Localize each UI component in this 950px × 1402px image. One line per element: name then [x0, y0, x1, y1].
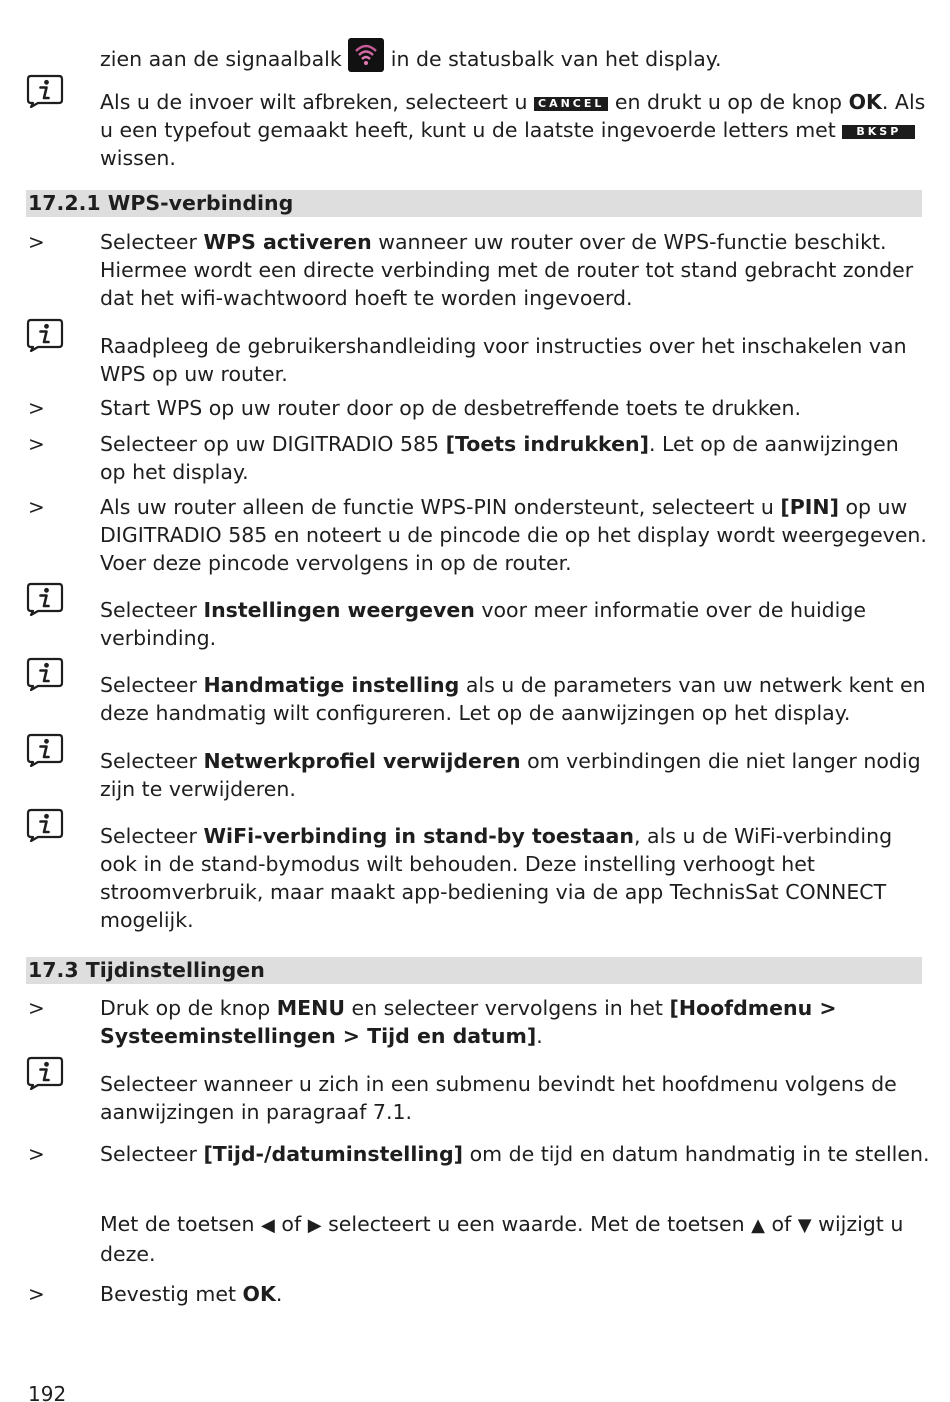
down-arrow-icon: ▼ [797, 1215, 812, 1236]
step-time-date-setting: Selecteer [Tijd-/datuminstelling] om de tijd en datum handmatig in te stellen. [100, 1142, 930, 1166]
step-wps-pin: Als uw router alleen de functie WPS-PIN ondersteunt, selecteert u [PIN] op uw DIGITRADIO 585 en noteert u de pincode die op het display wordt weergegeven. Voer deze pincode vervolgens in op de router. [100, 495, 927, 575]
step-confirm: Bevestig met OK. [100, 1282, 283, 1306]
info-note-icon [26, 657, 64, 691]
info-note-icon [26, 582, 64, 616]
step-marker: > [28, 1142, 45, 1166]
note-manual-setting: Selecteer Handmatige instelling als u de parameters van uw netwerk kent en deze handmatig wilt configureren. Let op de aanwijzingen op het display. [100, 673, 926, 725]
info-note-icon [26, 74, 64, 108]
step-marker: > [28, 432, 45, 456]
step-marker: > [28, 495, 45, 519]
note-show-settings: Selecteer Instellingen weergeven voor meer informatie over de huidige verbinding. [100, 598, 866, 650]
note-cancel: Als u de invoer wilt afbreken, selecteert u CANCEL en drukt u op de knop OK. Als u een typefout gemaakt heeft, kunt u de laatste ingevoerde letters met BKSP wissen. [100, 90, 926, 170]
note-submenu: Selecteer wanneer u zich in een submenu bevindt het hoofdmenu volgens de aanwijzingen in paragraaf 7.1. [100, 1072, 897, 1124]
step-marker: > [28, 1282, 45, 1306]
page-number: 192 [28, 1382, 67, 1402]
note-delete-profile: Selecteer Netwerkprofiel verwijderen om verbindingen die niet langer nodig zijn te verwijderen. [100, 749, 921, 801]
cancel-key-label: CANCEL [534, 97, 608, 111]
step-wps-activate: Selecteer WPS activeren wanneer uw router over de WPS-functie beschikt. Hiermee wordt een directe verbinding met de router tot stand gebracht zonder dat het wifi-wachtwoord hoeft te worden ingevoerd. [100, 230, 914, 310]
info-note-icon [26, 318, 64, 352]
left-arrow-icon: ◀ [261, 1215, 275, 1236]
note-wifi-standby: Selecteer WiFi-verbinding in stand-by toestaan, als u de WiFi-verbinding ook in de stand-bymodus wilt behouden. Deze instelling verhoogt het stroomverbruik, maar maakt app-bediening via de app TechnisSat CONNECT mogelijk. [100, 824, 893, 932]
bksp-key-label: BKSP [842, 125, 915, 139]
arrow-keys-instruction: Met de toetsen ◀ of ▶ selecteert u een waarde. Met de toetsen ▲ of ▼ wijzigt u deze. [100, 1212, 904, 1266]
info-note-icon [26, 733, 64, 767]
section-heading-time: 17.3 Tijdinstellingen [26, 957, 922, 984]
note-router-manual: Raadpleeg de gebruikershandleiding voor instructies over het inschakelen van WPS op uw router. [100, 334, 907, 386]
info-note-icon [26, 808, 64, 842]
info-note-icon [26, 1056, 64, 1090]
step-start-wps: Start WPS op uw router door op de desbetreffende toets te drukken. [100, 396, 802, 420]
section-heading-wps: 17.2.1 WPS-verbinding [26, 190, 922, 217]
step-press-key: Selecteer op uw DIGITRADIO 585 [Toets indrukken]. Let op de aanwijzingen op het display. [100, 432, 899, 484]
step-marker: > [28, 396, 45, 420]
signal-bar-icon [348, 38, 384, 72]
step-marker: > [28, 996, 45, 1020]
step-open-menu: Druk op de knop MENU en selecteer vervolgens in het [Hoofdmenu > Systeeminstellingen > Tijd en datum]. [100, 996, 837, 1048]
right-arrow-icon: ▶ [307, 1215, 322, 1236]
step-marker: > [28, 230, 45, 254]
intro-continuation: zien aan de signaalbalk in de statusbalk van het display. [100, 38, 930, 73]
up-arrow-icon: ▲ [751, 1215, 765, 1236]
